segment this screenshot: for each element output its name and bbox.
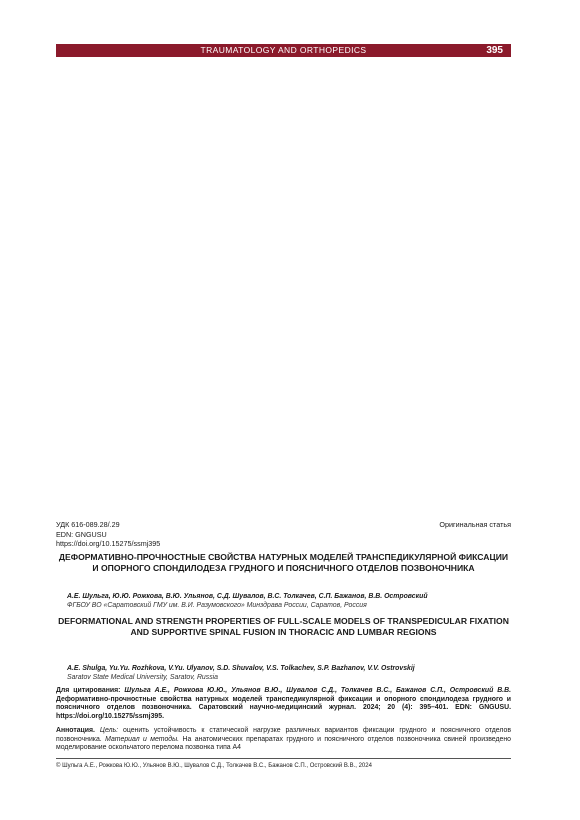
affiliation-ru: ФГБОУ ВО «Саратовский ГМУ им. В.И. Разумовского» Минздрава России, Саратов, Россия (67, 602, 367, 609)
journal-section-title: TRAUMATOLOGY AND ORTHOPEDICS (200, 45, 367, 55)
authors-en: A.E. Shulga, Yu.Yu. Rozhkova, V.Yu. Ulyanov, S.D. Shuvalov, V.S. Tolkachev, S.P. Bazhanov, V.V. Ostrovskij (67, 665, 415, 672)
citation-text: Деформативно-прочностные свойства натурных моделей транспедикулярной фиксации и опорного спондилодеза грудного и поясничного отделов позвоночника. Саратовский научно-медицинский журнал. 2024; 20 (4): 395–401. EDN: GNGUSU. https://doi.org/10.15275/ssmj395. (56, 695, 511, 721)
aim-label: Цель: (99, 727, 119, 734)
udk-code: УДК 616-089.28/.29 (56, 520, 120, 529)
article-title-ru: ДЕФОРМАТИВНО-ПРОЧНОСТНЫЕ СВОЙСТВА НАТУРНЫХ МОДЕЛЕЙ ТРАНСПЕДИКУЛЯРНОЙ ФИКСАЦИИ И ОПОРНОГО СПОНДИЛОДЕЗА ГРУДНОГО И ПОЯСНИЧНОГО ОТДЕЛОВ ПОЗВОНОЧНИКА (58, 552, 509, 573)
article-metadata (56, 520, 511, 549)
running-header (56, 44, 511, 57)
authors-ru: А.Е. Шульга, Ю.Ю. Рожкова, В.Ю. Ульянов, С.Д. Шувалов, В.С. Толкачев, С.П. Бажанов, В.В. Островский (67, 593, 428, 600)
methods-text: На анатомических препаратах грудного и поясничного отделов позвоночника свиней произведено моделирование оскольчатого перелома позвонка типа А4 (56, 735, 511, 752)
citation-block (56, 687, 511, 722)
copyright-footnote: © Шульга А.Е., Рожкова Ю.Ю., Ульянов В.Ю., Шувалов С.Д., Толкачев В.С., Бажанов С.П., Островский В.В., 2024 (56, 763, 372, 769)
affiliation-en: Saratov State Medical University, Saratov, Russia (67, 674, 219, 681)
citation-authors: Шульга А.Е., Рожкова Ю.Ю., Ульянов В.Ю., Шувалов С.Д., Толкачев В.С., Бажанов С.П., Островский В.В. (124, 687, 511, 694)
article-title-en: DEFORMATIONAL AND STRENGTH PROPERTIES OF FULL-SCALE MODELS OF TRANSPEDICULAR FIXATION AND SUPPORTIVE SPINAL FUSION IN THORACIC AND LUMBAR REGIONS (58, 616, 509, 637)
article-type: Оригинальная статья (439, 520, 511, 529)
page-number: 395 (486, 45, 503, 56)
aim-text: оценить устойчивость к статической нагрузке различных вариантов фиксации грудного и поясничного отделов позвоночника. (56, 727, 511, 743)
citation-label: Для цитирования: (56, 687, 121, 694)
footnote-divider (56, 758, 511, 759)
abstract-label: Аннотация. (56, 727, 95, 734)
edn-code: EDN: GNGUSU (56, 529, 107, 539)
doi-link[interactable]: https://doi.org/10.15275/ssmj395 (56, 539, 161, 549)
abstract-block (56, 727, 511, 753)
methods-label: Материал и методы. (105, 735, 180, 743)
